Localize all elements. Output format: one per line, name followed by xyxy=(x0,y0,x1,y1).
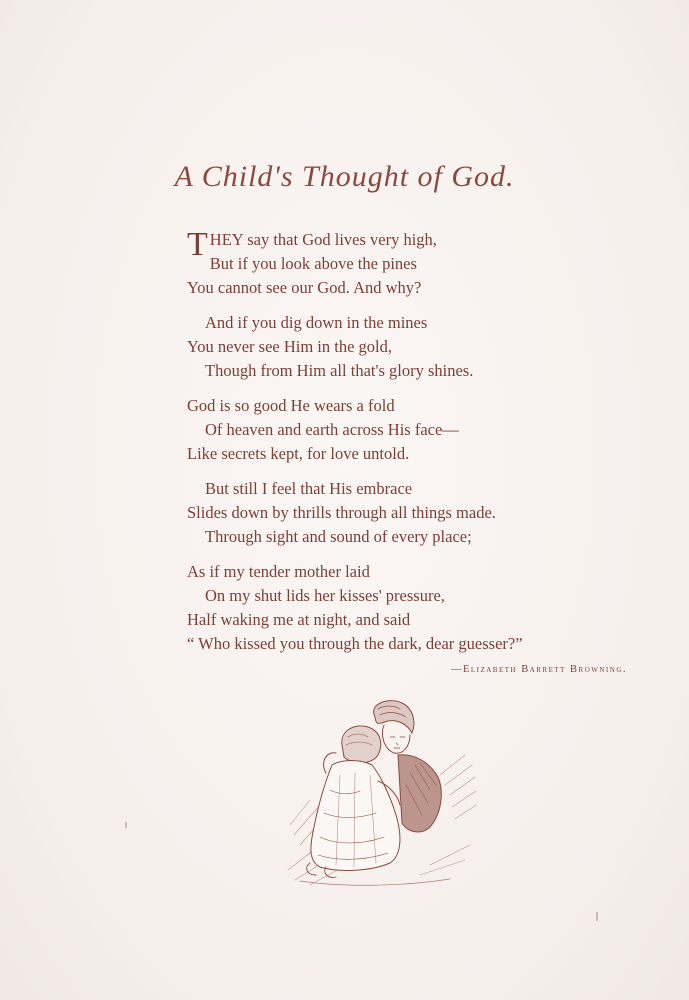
poem-line: God is so good He wears a fold xyxy=(187,396,395,415)
poem-body xyxy=(187,228,627,667)
stanza xyxy=(187,560,627,656)
paper-speck xyxy=(596,912,598,921)
poem-line xyxy=(187,226,627,263)
mother-and-child-engraving-icon xyxy=(280,695,480,890)
poem-title-text: A Child's Thought of God. xyxy=(174,160,515,193)
author-attribution: —Elizabeth Barrett Browning. xyxy=(450,664,627,675)
mother-and-child-illustration xyxy=(280,695,480,890)
poem-line: You never see Him in the gold, xyxy=(187,337,393,356)
poem-line: You cannot see our God. And why? xyxy=(187,278,422,297)
paper-speck xyxy=(125,822,127,828)
poem-line: And if you dig down in the mines xyxy=(205,313,428,332)
poem-line: But still I feel that His embrace xyxy=(205,479,413,498)
poem-title xyxy=(0,160,689,194)
stanza xyxy=(187,394,627,466)
poem-line: “ Who kissed you through the dark, dear guesser?” xyxy=(187,634,523,653)
drop-cap: T xyxy=(187,226,208,263)
poem-line: As if my tender mother laid xyxy=(187,562,370,581)
poem-line: But if you look above the pines xyxy=(209,254,417,273)
poem-line: On my shut lids her kisses' pressure, xyxy=(205,586,445,605)
poem-line: Though from Him all that's glory shines. xyxy=(205,361,474,380)
stanza xyxy=(187,311,627,383)
stanza xyxy=(187,228,627,300)
poem-line: Through sight and sound of every place; xyxy=(205,527,472,546)
poem-line: Slides down by thrills through all things made. xyxy=(187,503,496,522)
stanza xyxy=(187,477,627,549)
first-line-text: HEY say that God lives very high, xyxy=(209,230,437,249)
poem-line: Of heaven and earth across His face— xyxy=(205,420,459,439)
poem-line: Like secrets kept, for love untold. xyxy=(187,444,410,463)
poem-line: Half waking me at night, and said xyxy=(187,610,411,629)
